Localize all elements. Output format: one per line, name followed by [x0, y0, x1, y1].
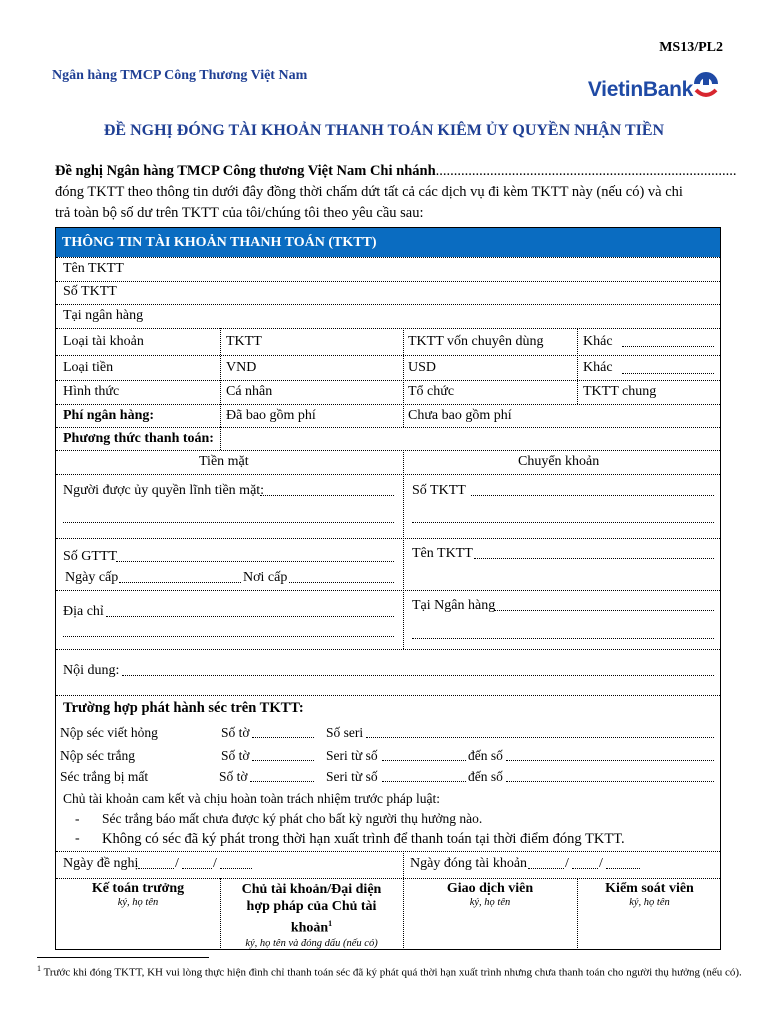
- fee-included-option[interactable]: [226, 408, 316, 424]
- serial-to-label: đến số: [468, 748, 503, 763]
- currency-usd-option[interactable]: [408, 360, 436, 376]
- serial-to-field[interactable]: [506, 760, 714, 761]
- option-label: USD: [408, 360, 437, 375]
- other-fill-line[interactable]: [622, 373, 714, 374]
- close-date-label: Ngày đóng tài khoản: [410, 856, 528, 871]
- transfer-bank-label: Tại Ngân hàng: [412, 598, 496, 613]
- option-label: TKTT chung: [583, 384, 657, 399]
- option-label: Nộp séc trắng: [60, 748, 135, 763]
- account-type-tktt-option[interactable]: [226, 334, 262, 350]
- signature-chief-accountant: [56, 881, 220, 908]
- signature-title: [220, 881, 403, 937]
- signature-title: Kế toán trưởng: [91, 881, 185, 896]
- row-divider: [56, 474, 720, 475]
- row-divider: [56, 427, 720, 428]
- signature-teller: [403, 881, 577, 908]
- row-divider: [56, 380, 720, 381]
- account-name-label: Tên TKTT: [63, 261, 124, 276]
- account-bank-label: Tại ngân hàng: [63, 308, 144, 323]
- currency-other-option[interactable]: [583, 360, 613, 376]
- issue-place-label: Nơi cấp: [243, 570, 288, 585]
- serial-from-label: Seri từ số: [326, 748, 378, 763]
- row-divider: [56, 649, 720, 650]
- close-year-field[interactable]: [606, 868, 640, 869]
- other-fill-line[interactable]: [622, 346, 714, 347]
- cheque-damaged-option[interactable]: [60, 725, 158, 741]
- option-label: Chuyển khoản: [518, 454, 600, 469]
- row-divider: [56, 851, 720, 852]
- col-divider: [220, 328, 221, 427]
- currency-vnd-option[interactable]: [226, 360, 256, 376]
- option-label: VND: [226, 360, 257, 375]
- option-label: TKTT vốn chuyên dùng: [408, 334, 544, 349]
- transfer-account-name-label: Tên TKTT: [412, 546, 473, 561]
- col-divider: [403, 851, 404, 878]
- signature-note: ký, họ tên: [117, 897, 159, 908]
- transfer-bank-field[interactable]: [494, 610, 714, 611]
- col-divider: [220, 427, 221, 450]
- cheque-section-heading: Trường hợp phát hành séc trên TKTT:: [63, 700, 304, 716]
- transfer-account-number-field-2[interactable]: [412, 522, 714, 523]
- intro-line2: trả toàn bộ số dư trên TKTT của tôi/chúng tôi theo yêu cầu sau:: [55, 205, 424, 221]
- signature-title-text: Chủ tài khoản/Đại diện hợp pháp của Chủ tài khoản: [241, 882, 382, 936]
- row-divider: [56, 450, 720, 451]
- row-divider: [56, 590, 720, 591]
- row-divider: [56, 328, 720, 329]
- option-label: Séc trắng bị mất: [60, 769, 149, 784]
- sheet-count-label: Số tờ: [221, 748, 250, 763]
- signature-title: Kiểm soát viên: [605, 881, 694, 896]
- date-sep: /: [599, 856, 603, 871]
- signature-account-holder: [220, 881, 403, 950]
- col-divider: [577, 328, 578, 404]
- address-label: Địa chỉ: [63, 604, 104, 619]
- account-type-label: Loại tài khoản: [63, 334, 144, 349]
- footnote-separator: [37, 957, 209, 958]
- id-document-field[interactable]: [116, 561, 394, 562]
- commitment-bullet-1: Séc trắng báo mất chưa được ký phát cho bất kỳ người thụ hưởng nào.: [102, 811, 483, 826]
- row-divider: [56, 695, 720, 696]
- transfer-bank-field-2[interactable]: [412, 638, 714, 639]
- sheet-count-label: Số tờ: [219, 769, 248, 784]
- holder-individual-option[interactable]: [226, 384, 272, 400]
- issue-date-field[interactable]: [119, 582, 241, 583]
- intro-bold: Đề nghị Ngân hàng TMCP Công thương Việt Nam Chi nhánh: [55, 163, 436, 179]
- serial-label: Số seri: [326, 725, 364, 740]
- issue-date-label: Ngày cấp: [65, 570, 119, 585]
- branch-fill-dots[interactable]: ...................................................................................: [435, 163, 737, 179]
- request-year-field[interactable]: [220, 868, 252, 869]
- signature-note: ký, họ tên và đóng dấu (nếu có): [245, 937, 378, 949]
- document-code: MS13/PL2: [659, 40, 723, 55]
- serial-field[interactable]: [366, 737, 714, 738]
- holder-type-label: Hình thức: [63, 384, 120, 399]
- row-divider: [56, 538, 720, 539]
- payment-method-label: Phương thức thanh toán:: [63, 431, 214, 446]
- row-divider: [56, 404, 720, 405]
- date-sep: /: [175, 856, 179, 871]
- footnote: [37, 962, 752, 980]
- authorized-person-field-2[interactable]: [63, 522, 394, 523]
- sheet-count-field[interactable]: [252, 760, 314, 761]
- authorized-person-label: Người được ủy quyền lĩnh tiền mặt:: [63, 483, 265, 498]
- transfer-account-number-field[interactable]: [471, 495, 714, 496]
- signature-title: Giao dịch viên: [446, 881, 534, 896]
- signature-supervisor: [577, 881, 722, 908]
- close-month-field[interactable]: [572, 868, 598, 869]
- sheet-count-field[interactable]: [252, 737, 314, 738]
- option-label: TKTT: [226, 334, 262, 349]
- address-field[interactable]: [106, 616, 394, 617]
- serial-from-field[interactable]: [382, 760, 466, 761]
- sheet-count-label: Số tờ: [221, 725, 250, 740]
- date-sep: /: [565, 856, 569, 871]
- request-month-field[interactable]: [182, 868, 212, 869]
- vietinbank-logo-icon: [694, 64, 718, 100]
- intro-line1: đóng TKTT theo thông tin dưới đây đồng thời chấm dứt tất cả các dịch vụ đi kèm TKTT này (nếu có) và chi: [55, 184, 683, 200]
- cheque-blank-option[interactable]: [60, 748, 135, 764]
- logo-text: VietinBank: [587, 78, 693, 101]
- signature-note: ký, họ tên: [469, 897, 511, 908]
- option-label: Tiền mặt: [199, 454, 249, 469]
- date-sep: /: [213, 856, 217, 871]
- section-header: THÔNG TIN TÀI KHOẢN THANH TOÁN (TKTT): [56, 228, 720, 257]
- payment-content-label: Nội dung:: [63, 663, 120, 678]
- payment-transfer-option[interactable]: [518, 454, 599, 470]
- bullet-dash: -: [75, 811, 80, 826]
- row-divider: [56, 281, 720, 282]
- row-divider: [56, 257, 720, 258]
- cheque-lost-option[interactable]: [60, 769, 148, 785]
- bullet-dash: -: [75, 831, 80, 846]
- holder-organization-option[interactable]: [408, 384, 454, 400]
- id-document-label: Số GTTT: [63, 549, 118, 564]
- serial-from-label: Seri từ số: [326, 769, 378, 784]
- document-title: ĐỀ NGHỊ ĐÓNG TÀI KHOẢN THANH TOÁN KIÊM ỦY QUYỀN NHẬN TIỀN: [103, 122, 665, 139]
- row-divider: [56, 304, 720, 305]
- col-divider: [403, 328, 404, 427]
- payment-cash-option[interactable]: [199, 454, 249, 470]
- request-day-field[interactable]: [138, 868, 174, 869]
- fee-excluded-option[interactable]: [408, 408, 512, 424]
- serial-to-label: đến số: [468, 769, 503, 784]
- account-type-other-option[interactable]: [583, 334, 613, 350]
- footnote-ref: 1: [328, 919, 333, 928]
- option-label: Khác: [583, 360, 613, 375]
- row-divider: [56, 355, 720, 356]
- vietinbank-logo: [588, 64, 718, 100]
- footnote-text: Trước khi đóng TKTT, KH vui lòng thực hiện đình chỉ thanh toán séc đã ký phát quá thời hạn xuất trình nhưng chưa thanh toán cho người thụ hưởng (nếu có).: [43, 966, 742, 979]
- authorized-person-field[interactable]: [260, 495, 394, 496]
- option-label: Khác: [583, 334, 613, 349]
- commitment-text: Chủ tài khoản cam kết và chịu hoàn toàn trách nhiệm trước pháp luật:: [63, 791, 440, 806]
- commitment-bullet-2: Không có séc đã ký phát trong thời hạn xuất trình để thanh toán tại thời điểm đóng TKTT.: [102, 831, 625, 847]
- account-type-special-option[interactable]: [408, 334, 543, 350]
- account-number-label: Số TKTT: [63, 284, 117, 299]
- option-label: Tổ chức: [408, 384, 455, 399]
- close-day-field[interactable]: [528, 868, 564, 869]
- account-info-form: [55, 227, 721, 950]
- signature-note: ký, họ tên: [629, 897, 670, 908]
- transfer-account-name-field[interactable]: [474, 558, 714, 559]
- option-label: Đã bao gồm phí: [226, 408, 316, 423]
- transfer-account-number-label: Số TKTT: [412, 483, 466, 498]
- serial-to-field[interactable]: [506, 781, 714, 782]
- sheet-count-field[interactable]: [250, 781, 314, 782]
- row-divider: [56, 878, 720, 879]
- col-divider: [403, 450, 404, 649]
- holder-joint-option[interactable]: [583, 384, 656, 400]
- intro-paragraph: [55, 161, 745, 224]
- address-field-2[interactable]: [63, 636, 394, 637]
- fee-label: Phí ngân hàng:: [63, 408, 155, 423]
- payment-content-field[interactable]: [122, 675, 714, 676]
- issue-place-field[interactable]: [289, 582, 394, 583]
- currency-label: Loại tiền: [63, 360, 114, 375]
- bank-name: Ngân hàng TMCP Công Thương Việt Nam: [52, 68, 308, 83]
- option-label: Nộp séc viết hỏng: [60, 725, 158, 740]
- request-date-label: Ngày đề nghị: [63, 856, 139, 871]
- option-label: Cá nhân: [226, 384, 273, 399]
- serial-from-field[interactable]: [382, 781, 466, 782]
- option-label: Chưa bao gồm phí: [408, 408, 512, 423]
- footnote-mark: 1: [37, 964, 41, 973]
